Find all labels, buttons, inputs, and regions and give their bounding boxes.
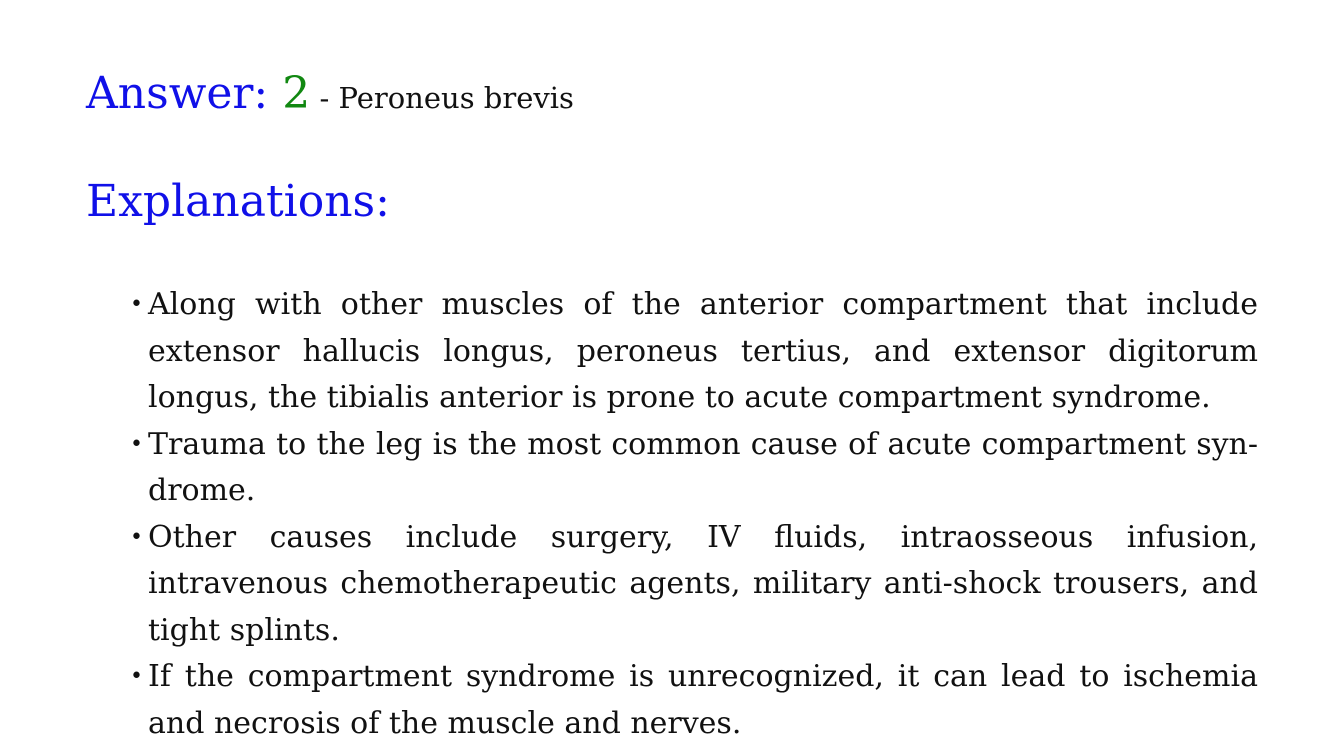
explanation-item: • Trauma to the leg is the most common cause of acute compartment syndrome. xyxy=(130,422,1258,515)
explanations-list xyxy=(130,282,1258,747)
explanations-heading: Explanations: xyxy=(86,176,390,227)
answer-number: 2 xyxy=(282,68,311,119)
explanation-item: • Other causes include surgery, IV fluids, intraosseous infusion, intravenous chemotherapeutic agents, military anti-shock trousers, and tight splints. xyxy=(130,515,1258,655)
explanation-item: • If the compartment syndrome is unrecognized, it can lead to ischemia and necrosis of the muscle and nerves. xyxy=(130,654,1258,747)
answer-label: Answer: xyxy=(86,68,283,119)
explanation-item: • Along with other muscles of the anterior compartment that include extensor hallucis longus, peroneus tertius, and extensor digitorum longus, the tibialis anterior is prone to acute compartment syndrome. xyxy=(130,282,1258,422)
answer-text: - Peroneus brevis xyxy=(310,81,574,115)
answer-line xyxy=(86,68,574,119)
